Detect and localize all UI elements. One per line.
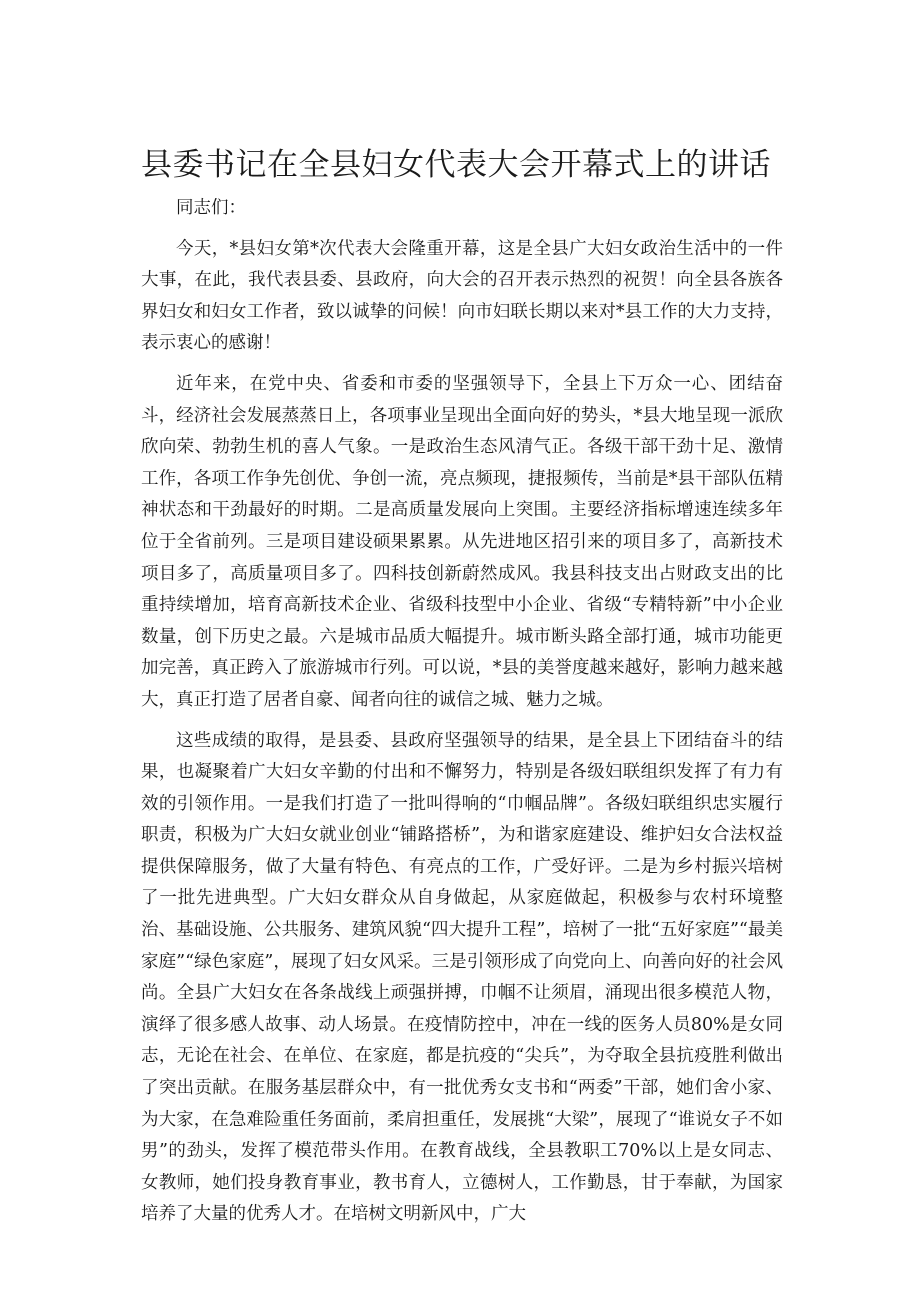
paragraph-women-contributions: 这些成绩的取得，是县委、县政府坚强领导的结果，是全县上下团结奋斗的结果，也凝聚着广大妇女辛勤的付出和不懈努力，特别是各级妇联组织发挥了有力有效的引领作用。一是我们打造了一批叫得响的“巾帼品牌”。各级妇联组织忠实履行职责，积极为广大妇女就业创业“铺路搭桥”，为和谐家庭建设、维护妇女合法权益提供保障服务，做了大量有特色、有亮点的工作，广受好评。二是为乡村振兴培树了一批先进典型。广大妇女群众从自身做起，从家庭做起，积极参与农村环境整治、基础设施、公共服务、建筑风貌“四大提升工程”，培树了一批“五好家庭”“最美家庭”“绿色家庭”，展现了妇女风采。三是引领形成了向党向上、向善向好的社会风尚。全县广大妇女在各条战线上顽强拼搏，巾帼不让须眉，涌现出很多模范人物，演绎了很多感人故事、动人场景。在疫情防控中，冲在一线的医务人员80%是女同志，无论在社会、在单位、在家庭，都是抗疫的“尖兵”，为夺取全县抗疫胜利做出了突出贡献。在服务基层群众中，有一批优秀女支书和“两委”干部，她们舍小家、为大家，在急难险重任务面前，柔肩担重任，发展挑“大梁”，展现了“谁说女子不如男”的劲头，发挥了模范带头作用。在教育战线，全县教职工70%以上是女同志、女教师，她们投身教育事业，教书育人，立德树人，工作勤恳，甘于奉献，为国家培养了大量的优秀人才。在培树文明新风中，广大 [141, 730, 783, 1225]
paragraph-achievements: 近年来，在党中央、省委和市委的坚强领导下，全县上下万众一心、团结奋斗，经济社会发展蒸蒸日上，各项事业呈现出全面向好的势头，*县大地呈现一派欣欣向荣、勃勃生机的喜人气象。一是政治生态风清气正。各级干部干劲十足、激情工作，各项工作争先创优、争创一流，亮点频现，捷报频传，当前是*县干部队伍精神状态和干劲最好的时期。二是高质量发展向上突围。主要经济指标增速连续多年位于全省前列。三是项目建设硕果累累。从先进地区招引来的项目多了，高新技术项目多了，高质量项目多了。四科技创新蔚然成风。我县科技支出占财政支出的比重持续增加，培育高新技术企业、省级科技型中小企业、省级“专精特新”中小企业数量，创下历史之最。六是城市品质大幅提升。城市断头路全部打通，城市功能更加完善，真正跨入了旅游城市行列。可以说，*县的美誉度越来越好，影响力越来越大，真正打造了居者自豪、闻者向往的诚信之城、魅力之城。 [141, 373, 783, 710]
salutation: 同志们： [176, 198, 246, 218]
document-title: 县委书记在全县妇女代表大会开幕式上的讲话 [141, 147, 771, 183]
document-body [141, 193, 783, 1240]
paragraph-opening: 今天，*县妇女第*次代表大会隆重开幕，这是全县广大妇女政治生活中的一件大事，在此，我代表县委、县政府，向大会的召开表示热烈的祝贺！向全县各族各界妇女和妇女工作者，致以诚挚的问候！向市妇联长期以来对*县工作的大力支持，表示衷心的感谢！ [141, 238, 783, 354]
